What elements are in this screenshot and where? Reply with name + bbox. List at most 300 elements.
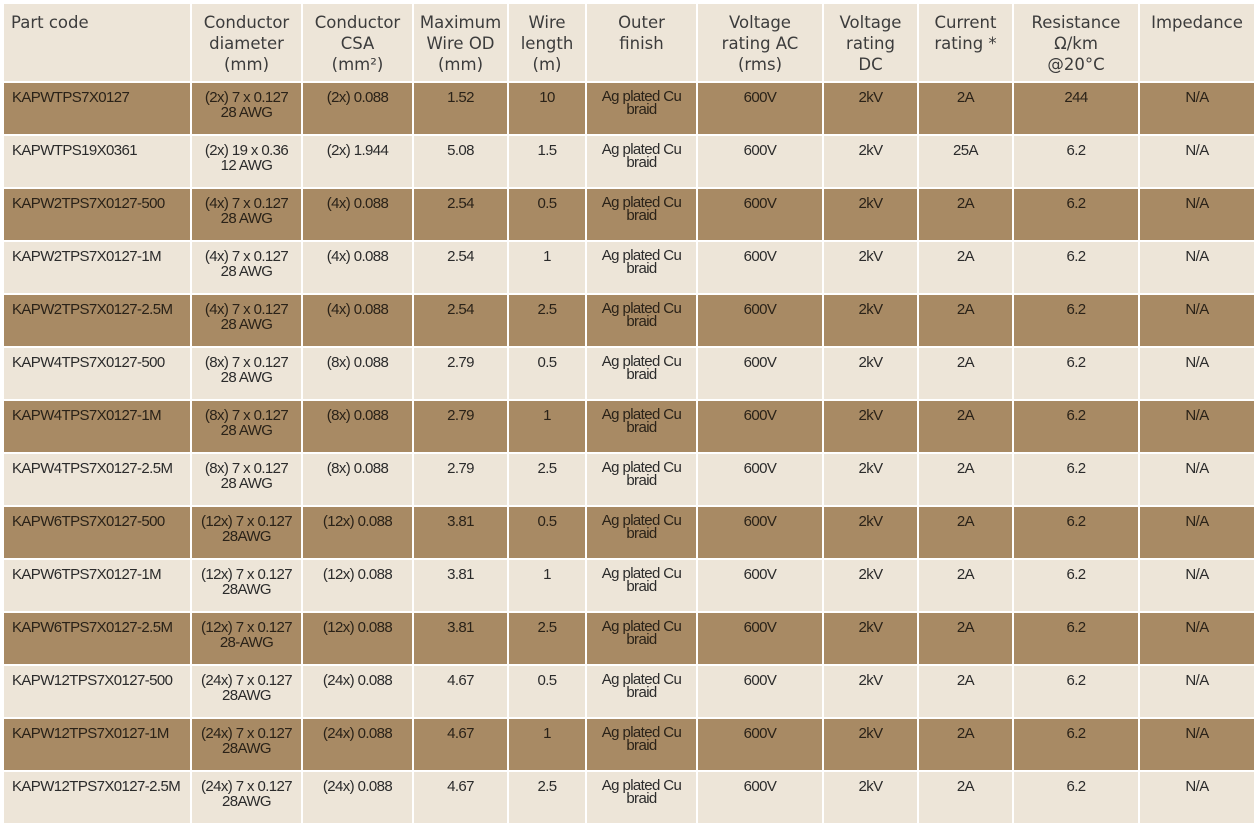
impedance-text: N/A [1185, 142, 1209, 159]
cell-voltage-dc [824, 560, 917, 611]
cell-conductor-csa [303, 560, 412, 611]
cell-outer-finish [587, 401, 696, 452]
conductor-csa-text: (2x) 1.944 [326, 142, 389, 159]
resistance-text: 6.2 [1066, 195, 1086, 212]
cell-voltage-ac [698, 454, 822, 505]
cell-conductor-diameter [192, 295, 301, 346]
current-rating-text: 2A [956, 460, 975, 477]
cell-conductor-diameter [192, 348, 301, 399]
conductor-diameter-text: (24x) 7 x 0.127 [200, 672, 293, 689]
voltage-ac-text: 600V [743, 89, 777, 106]
column-header-line: Wire OD [426, 34, 495, 53]
cell-part-code [4, 666, 190, 717]
cell-conductor-diameter [192, 719, 301, 770]
cell-wire-length [509, 454, 585, 505]
column-header-line: Resistance [1031, 13, 1121, 32]
current-rating-text: 2A [956, 672, 975, 689]
resistance-text: 6.2 [1066, 513, 1086, 530]
column-header-line: rating [846, 34, 895, 53]
cell-current-rating [919, 136, 1012, 187]
wire-od-text: 2.54 [447, 248, 474, 265]
column-header-maximum-wire-od [414, 4, 507, 81]
cell-part-code [4, 83, 190, 134]
voltage-ac-text: 600V [743, 354, 777, 371]
cell-voltage-dc [824, 507, 917, 558]
cell-current-rating [919, 189, 1012, 240]
current-rating-text: 2A [956, 778, 975, 795]
cell-conductor-diameter [192, 242, 301, 293]
awg-text: 28-AWG [219, 634, 274, 651]
cell-part-code [4, 772, 190, 823]
column-header-line: Conductor [314, 13, 401, 32]
voltage-dc-text: 2kV [858, 672, 883, 689]
current-rating-text: 2A [956, 195, 975, 212]
outer-finish-text: braid [626, 154, 657, 171]
resistance-text: 6.2 [1066, 672, 1086, 689]
conductor-diameter-text: (24x) 7 x 0.127 [200, 725, 293, 742]
voltage-ac-text: 600V [743, 142, 777, 159]
conductor-diameter-text: (4x) 7 x 0.127 [204, 195, 289, 212]
table-row [4, 83, 1254, 134]
cell-voltage-dc [824, 136, 917, 187]
voltage-ac-text: 600V [743, 725, 777, 742]
table-body [4, 83, 1254, 823]
conductor-csa-text: (4x) 0.088 [326, 301, 389, 318]
part-code-text: KAPW6TPS7X0127-1M [12, 566, 162, 583]
cell-current-rating [919, 507, 1012, 558]
table-row [4, 454, 1254, 505]
cell-wire-length [509, 242, 585, 293]
cell-conductor-diameter [192, 136, 301, 187]
cell-voltage-ac [698, 666, 822, 717]
column-header-line: (mm) [223, 55, 270, 74]
cell-current-rating [919, 83, 1012, 134]
column-header-line: diameter [209, 34, 284, 53]
cell-conductor-diameter [192, 401, 301, 452]
cell-wire-length [509, 401, 585, 452]
wire-length-text: 2.5 [537, 778, 557, 795]
table-row [4, 772, 1254, 823]
column-header-line: Ω/km [1054, 34, 1098, 53]
cell-impedance [1140, 136, 1254, 187]
cell-outer-finish [587, 83, 696, 134]
conductor-csa-text: (12x) 0.088 [322, 566, 393, 583]
cell-outer-finish [587, 136, 696, 187]
voltage-ac-text: 600V [743, 619, 777, 636]
wire-od-text: 2.54 [447, 301, 474, 318]
current-rating-text: 2A [956, 89, 975, 106]
wire-od-text: 4.67 [447, 725, 474, 742]
conductor-diameter-text: (12x) 7 x 0.127 [200, 513, 293, 530]
cell-conductor-diameter [192, 560, 301, 611]
impedance-text: N/A [1185, 725, 1209, 742]
wire-od-text: 4.67 [447, 778, 474, 795]
part-code-text: KAPW4TPS7X0127-500 [12, 354, 165, 371]
cell-current-rating [919, 348, 1012, 399]
conductor-diameter-text: (4x) 7 x 0.127 [204, 248, 289, 265]
resistance-text: 6.2 [1066, 778, 1086, 795]
column-header-line: Maximum [419, 13, 502, 32]
cell-voltage-ac [698, 242, 822, 293]
wire-length-text: 1 [543, 566, 551, 583]
voltage-dc-text: 2kV [858, 195, 883, 212]
cell-conductor-diameter [192, 507, 301, 558]
cell-wire-length [509, 719, 585, 770]
column-header-line: Current [934, 13, 997, 32]
cell-outer-finish [587, 560, 696, 611]
resistance-text: 6.2 [1066, 619, 1086, 636]
cell-impedance [1140, 83, 1254, 134]
outer-finish-text: Ag plated Cu [601, 512, 682, 529]
cell-conductor-csa [303, 666, 412, 717]
cell-part-code [4, 613, 190, 664]
voltage-dc-text: 2kV [858, 142, 883, 159]
awg-text: 28 AWG [220, 263, 273, 280]
table-header-row [4, 4, 1254, 81]
outer-finish-text: Ag plated Cu [601, 671, 682, 688]
cell-wire-od [414, 772, 507, 823]
voltage-dc-text: 2kV [858, 513, 883, 530]
outer-finish-text: Ag plated Cu [601, 618, 682, 635]
conductor-csa-text: (4x) 0.088 [326, 248, 389, 265]
impedance-text: N/A [1185, 301, 1209, 318]
cell-conductor-csa [303, 242, 412, 293]
wire-length-text: 0.5 [537, 672, 557, 689]
cell-impedance [1140, 189, 1254, 240]
column-header-line: Voltage [839, 13, 902, 32]
cell-wire-od [414, 560, 507, 611]
cell-wire-length [509, 189, 585, 240]
cell-current-rating [919, 242, 1012, 293]
voltage-dc-text: 2kV [858, 89, 883, 106]
cell-voltage-ac [698, 560, 822, 611]
cell-voltage-dc [824, 666, 917, 717]
cell-part-code [4, 454, 190, 505]
wire-od-text: 2.79 [447, 460, 474, 477]
cell-wire-od [414, 348, 507, 399]
impedance-text: N/A [1185, 248, 1209, 265]
table-row [4, 189, 1254, 240]
cell-conductor-diameter [192, 454, 301, 505]
cell-outer-finish [587, 666, 696, 717]
cell-voltage-dc [824, 401, 917, 452]
cell-outer-finish [587, 242, 696, 293]
resistance-text: 6.2 [1066, 301, 1086, 318]
cell-voltage-dc [824, 772, 917, 823]
outer-finish-text: Ag plated Cu [601, 194, 682, 211]
outer-finish-text: braid [626, 472, 657, 489]
outer-finish-text: braid [626, 366, 657, 383]
outer-finish-text: braid [626, 313, 657, 330]
outer-finish-text: Ag plated Cu [601, 406, 682, 423]
cell-voltage-dc [824, 454, 917, 505]
cell-conductor-csa [303, 613, 412, 664]
column-header-line: Voltage [729, 13, 791, 32]
cell-impedance [1140, 560, 1254, 611]
column-header-part-code [4, 4, 190, 81]
wire-length-text: 1 [543, 248, 551, 265]
resistance-text: 244 [1064, 89, 1088, 106]
cell-conductor-diameter [192, 666, 301, 717]
cell-wire-od [414, 242, 507, 293]
cell-part-code [4, 560, 190, 611]
wire-length-text: 2.5 [537, 460, 557, 477]
cell-outer-finish [587, 507, 696, 558]
column-header-line: (m) [532, 55, 562, 74]
cell-voltage-ac [698, 83, 822, 134]
wire-od-text: 4.67 [447, 672, 474, 689]
column-header-line: rating AC [721, 34, 799, 53]
impedance-text: N/A [1185, 354, 1209, 371]
voltage-ac-text: 600V [743, 566, 777, 583]
awg-text: 28 AWG [220, 422, 273, 439]
cell-voltage-dc [824, 348, 917, 399]
cell-impedance [1140, 454, 1254, 505]
impedance-text: N/A [1185, 195, 1209, 212]
resistance-text: 6.2 [1066, 460, 1086, 477]
cell-voltage-ac [698, 719, 822, 770]
cell-voltage-dc [824, 83, 917, 134]
current-rating-text: 2A [956, 248, 975, 265]
awg-text: 28 AWG [220, 316, 273, 333]
column-header-line: Impedance [1151, 13, 1243, 32]
cell-resistance [1014, 401, 1138, 452]
cell-part-code [4, 242, 190, 293]
impedance-text: N/A [1185, 566, 1209, 583]
cell-conductor-csa [303, 401, 412, 452]
resistance-text: 6.2 [1066, 142, 1086, 159]
cell-resistance [1014, 83, 1138, 134]
table-row [4, 507, 1254, 558]
cell-impedance [1140, 401, 1254, 452]
column-header-line: (mm²) [331, 55, 384, 74]
part-code-text: KAPW12TPS7X0127-2.5M [12, 778, 181, 795]
voltage-dc-text: 2kV [858, 407, 883, 424]
cell-wire-od [414, 507, 507, 558]
current-rating-text: 2A [956, 407, 975, 424]
part-code-text: KAPWTPS7X0127 [12, 89, 130, 106]
cell-voltage-ac [698, 772, 822, 823]
conductor-diameter-text: (8x) 7 x 0.127 [204, 407, 289, 424]
cell-current-rating [919, 401, 1012, 452]
column-header-voltage-rating-dc [824, 4, 917, 81]
impedance-text: N/A [1185, 778, 1209, 795]
cell-resistance [1014, 613, 1138, 664]
cell-conductor-csa [303, 83, 412, 134]
part-code-text: KAPW6TPS7X0127-2.5M [12, 619, 173, 636]
cell-impedance [1140, 613, 1254, 664]
current-rating-text: 2A [956, 566, 975, 583]
awg-text: 28AWG [222, 793, 271, 810]
impedance-text: N/A [1185, 407, 1209, 424]
cell-conductor-diameter [192, 613, 301, 664]
wire-length-text: 2.5 [537, 301, 557, 318]
column-header-line: Outer [618, 13, 665, 32]
resistance-text: 6.2 [1066, 725, 1086, 742]
cell-conductor-csa [303, 772, 412, 823]
cell-wire-od [414, 666, 507, 717]
voltage-dc-text: 2kV [858, 354, 883, 371]
conductor-csa-text: (8x) 0.088 [326, 354, 389, 371]
outer-finish-text: braid [626, 419, 657, 436]
outer-finish-text: braid [626, 790, 657, 807]
cell-wire-od [414, 136, 507, 187]
cell-wire-od [414, 401, 507, 452]
column-header-outer-finish [587, 4, 696, 81]
cell-wire-od [414, 613, 507, 664]
cell-voltage-ac [698, 507, 822, 558]
column-header-resistance [1014, 4, 1138, 81]
wire-od-text: 3.81 [447, 619, 474, 636]
current-rating-text: 2A [956, 619, 975, 636]
conductor-diameter-text: (4x) 7 x 0.127 [204, 301, 289, 318]
cell-voltage-ac [698, 136, 822, 187]
cell-current-rating [919, 666, 1012, 717]
cell-impedance [1140, 295, 1254, 346]
cell-current-rating [919, 772, 1012, 823]
awg-text: 12 AWG [220, 157, 273, 174]
cell-wire-length [509, 613, 585, 664]
wire-length-text: 0.5 [537, 195, 557, 212]
voltage-dc-text: 2kV [858, 301, 883, 318]
part-code-text: KAPW2TPS7X0127-500 [12, 195, 165, 212]
awg-text: 28 AWG [220, 369, 273, 386]
current-rating-text: 2A [956, 301, 975, 318]
outer-finish-text: Ag plated Cu [601, 777, 682, 794]
impedance-text: N/A [1185, 513, 1209, 530]
awg-text: 28AWG [222, 528, 271, 545]
cell-part-code [4, 295, 190, 346]
outer-finish-text: Ag plated Cu [601, 459, 682, 476]
column-header-line: rating * [934, 34, 997, 53]
current-rating-text: 2A [956, 725, 975, 742]
awg-text: 28 AWG [220, 475, 273, 492]
impedance-text: N/A [1185, 89, 1209, 106]
column-header-conductor-diameter [192, 4, 301, 81]
cell-impedance [1140, 772, 1254, 823]
outer-finish-text: Ag plated Cu [601, 353, 682, 370]
cell-resistance [1014, 454, 1138, 505]
resistance-text: 6.2 [1066, 566, 1086, 583]
conductor-diameter-text: (8x) 7 x 0.127 [204, 354, 289, 371]
table-row [4, 719, 1254, 770]
voltage-ac-text: 600V [743, 248, 777, 265]
column-header-line: (mm) [437, 55, 484, 74]
wire-od-text: 5.08 [447, 142, 474, 159]
cell-current-rating [919, 613, 1012, 664]
conductor-diameter-text: (12x) 7 x 0.127 [200, 566, 293, 583]
cell-wire-od [414, 719, 507, 770]
cell-resistance [1014, 507, 1138, 558]
wire-length-text: 2.5 [537, 619, 557, 636]
part-code-text: KAPWTPS19X0361 [12, 142, 138, 159]
cell-outer-finish [587, 295, 696, 346]
voltage-ac-text: 600V [743, 672, 777, 689]
cell-resistance [1014, 189, 1138, 240]
cell-resistance [1014, 666, 1138, 717]
wire-od-text: 2.79 [447, 354, 474, 371]
current-rating-text: 2A [956, 513, 975, 530]
part-code-text: KAPW6TPS7X0127-500 [12, 513, 165, 530]
outer-finish-text: braid [626, 578, 657, 595]
awg-text: 28 AWG [220, 210, 273, 227]
cell-wire-length [509, 295, 585, 346]
impedance-text: N/A [1185, 672, 1209, 689]
column-header-line: Conductor [203, 13, 290, 32]
current-rating-text: 2A [956, 354, 975, 371]
outer-finish-text: braid [626, 631, 657, 648]
wire-length-text: 1.5 [537, 142, 557, 159]
awg-text: 28AWG [222, 740, 271, 757]
cell-part-code [4, 136, 190, 187]
awg-text: 28 AWG [220, 104, 273, 121]
wire-length-text: 0.5 [537, 513, 557, 530]
table-row [4, 242, 1254, 293]
impedance-text: N/A [1185, 619, 1209, 636]
voltage-dc-text: 2kV [858, 566, 883, 583]
cell-part-code [4, 507, 190, 558]
cell-conductor-csa [303, 454, 412, 505]
conductor-csa-text: (2x) 0.088 [326, 89, 389, 106]
outer-finish-text: Ag plated Cu [601, 300, 682, 317]
cell-outer-finish [587, 454, 696, 505]
cell-wire-length [509, 507, 585, 558]
outer-finish-text: braid [626, 207, 657, 224]
outer-finish-text: braid [626, 260, 657, 277]
cell-voltage-ac [698, 295, 822, 346]
wire-length-text: 0.5 [537, 354, 557, 371]
outer-finish-text: braid [626, 525, 657, 542]
wire-od-text: 3.81 [447, 513, 474, 530]
cell-voltage-dc [824, 189, 917, 240]
part-code-text: KAPW4TPS7X0127-1M [12, 407, 162, 424]
cell-outer-finish [587, 772, 696, 823]
outer-finish-text: Ag plated Cu [601, 565, 682, 582]
voltage-dc-text: 2kV [858, 619, 883, 636]
column-header-line: (rms) [737, 55, 783, 74]
cell-impedance [1140, 666, 1254, 717]
part-code-text: KAPW4TPS7X0127-2.5M [12, 460, 173, 477]
cell-resistance [1014, 560, 1138, 611]
cell-resistance [1014, 242, 1138, 293]
voltage-ac-text: 600V [743, 301, 777, 318]
cell-voltage-dc [824, 613, 917, 664]
cell-wire-length [509, 772, 585, 823]
voltage-dc-text: 2kV [858, 460, 883, 477]
voltage-dc-text: 2kV [858, 725, 883, 742]
column-header-wire-length [509, 4, 585, 81]
conductor-csa-text: (4x) 0.088 [326, 195, 389, 212]
cell-conductor-diameter [192, 189, 301, 240]
column-header-line: CSA [340, 34, 375, 53]
conductor-csa-text: (12x) 0.088 [322, 619, 393, 636]
voltage-ac-text: 600V [743, 460, 777, 477]
table-row [4, 136, 1254, 187]
cell-conductor-csa [303, 136, 412, 187]
cell-part-code [4, 348, 190, 399]
outer-finish-text: braid [626, 684, 657, 701]
cell-resistance [1014, 136, 1138, 187]
impedance-text: N/A [1185, 460, 1209, 477]
wire-od-text: 2.54 [447, 195, 474, 212]
resistance-text: 6.2 [1066, 407, 1086, 424]
cell-wire-length [509, 348, 585, 399]
outer-finish-text: Ag plated Cu [601, 88, 682, 105]
cell-outer-finish [587, 189, 696, 240]
cell-voltage-dc [824, 242, 917, 293]
cell-outer-finish [587, 719, 696, 770]
resistance-text: 6.2 [1066, 354, 1086, 371]
